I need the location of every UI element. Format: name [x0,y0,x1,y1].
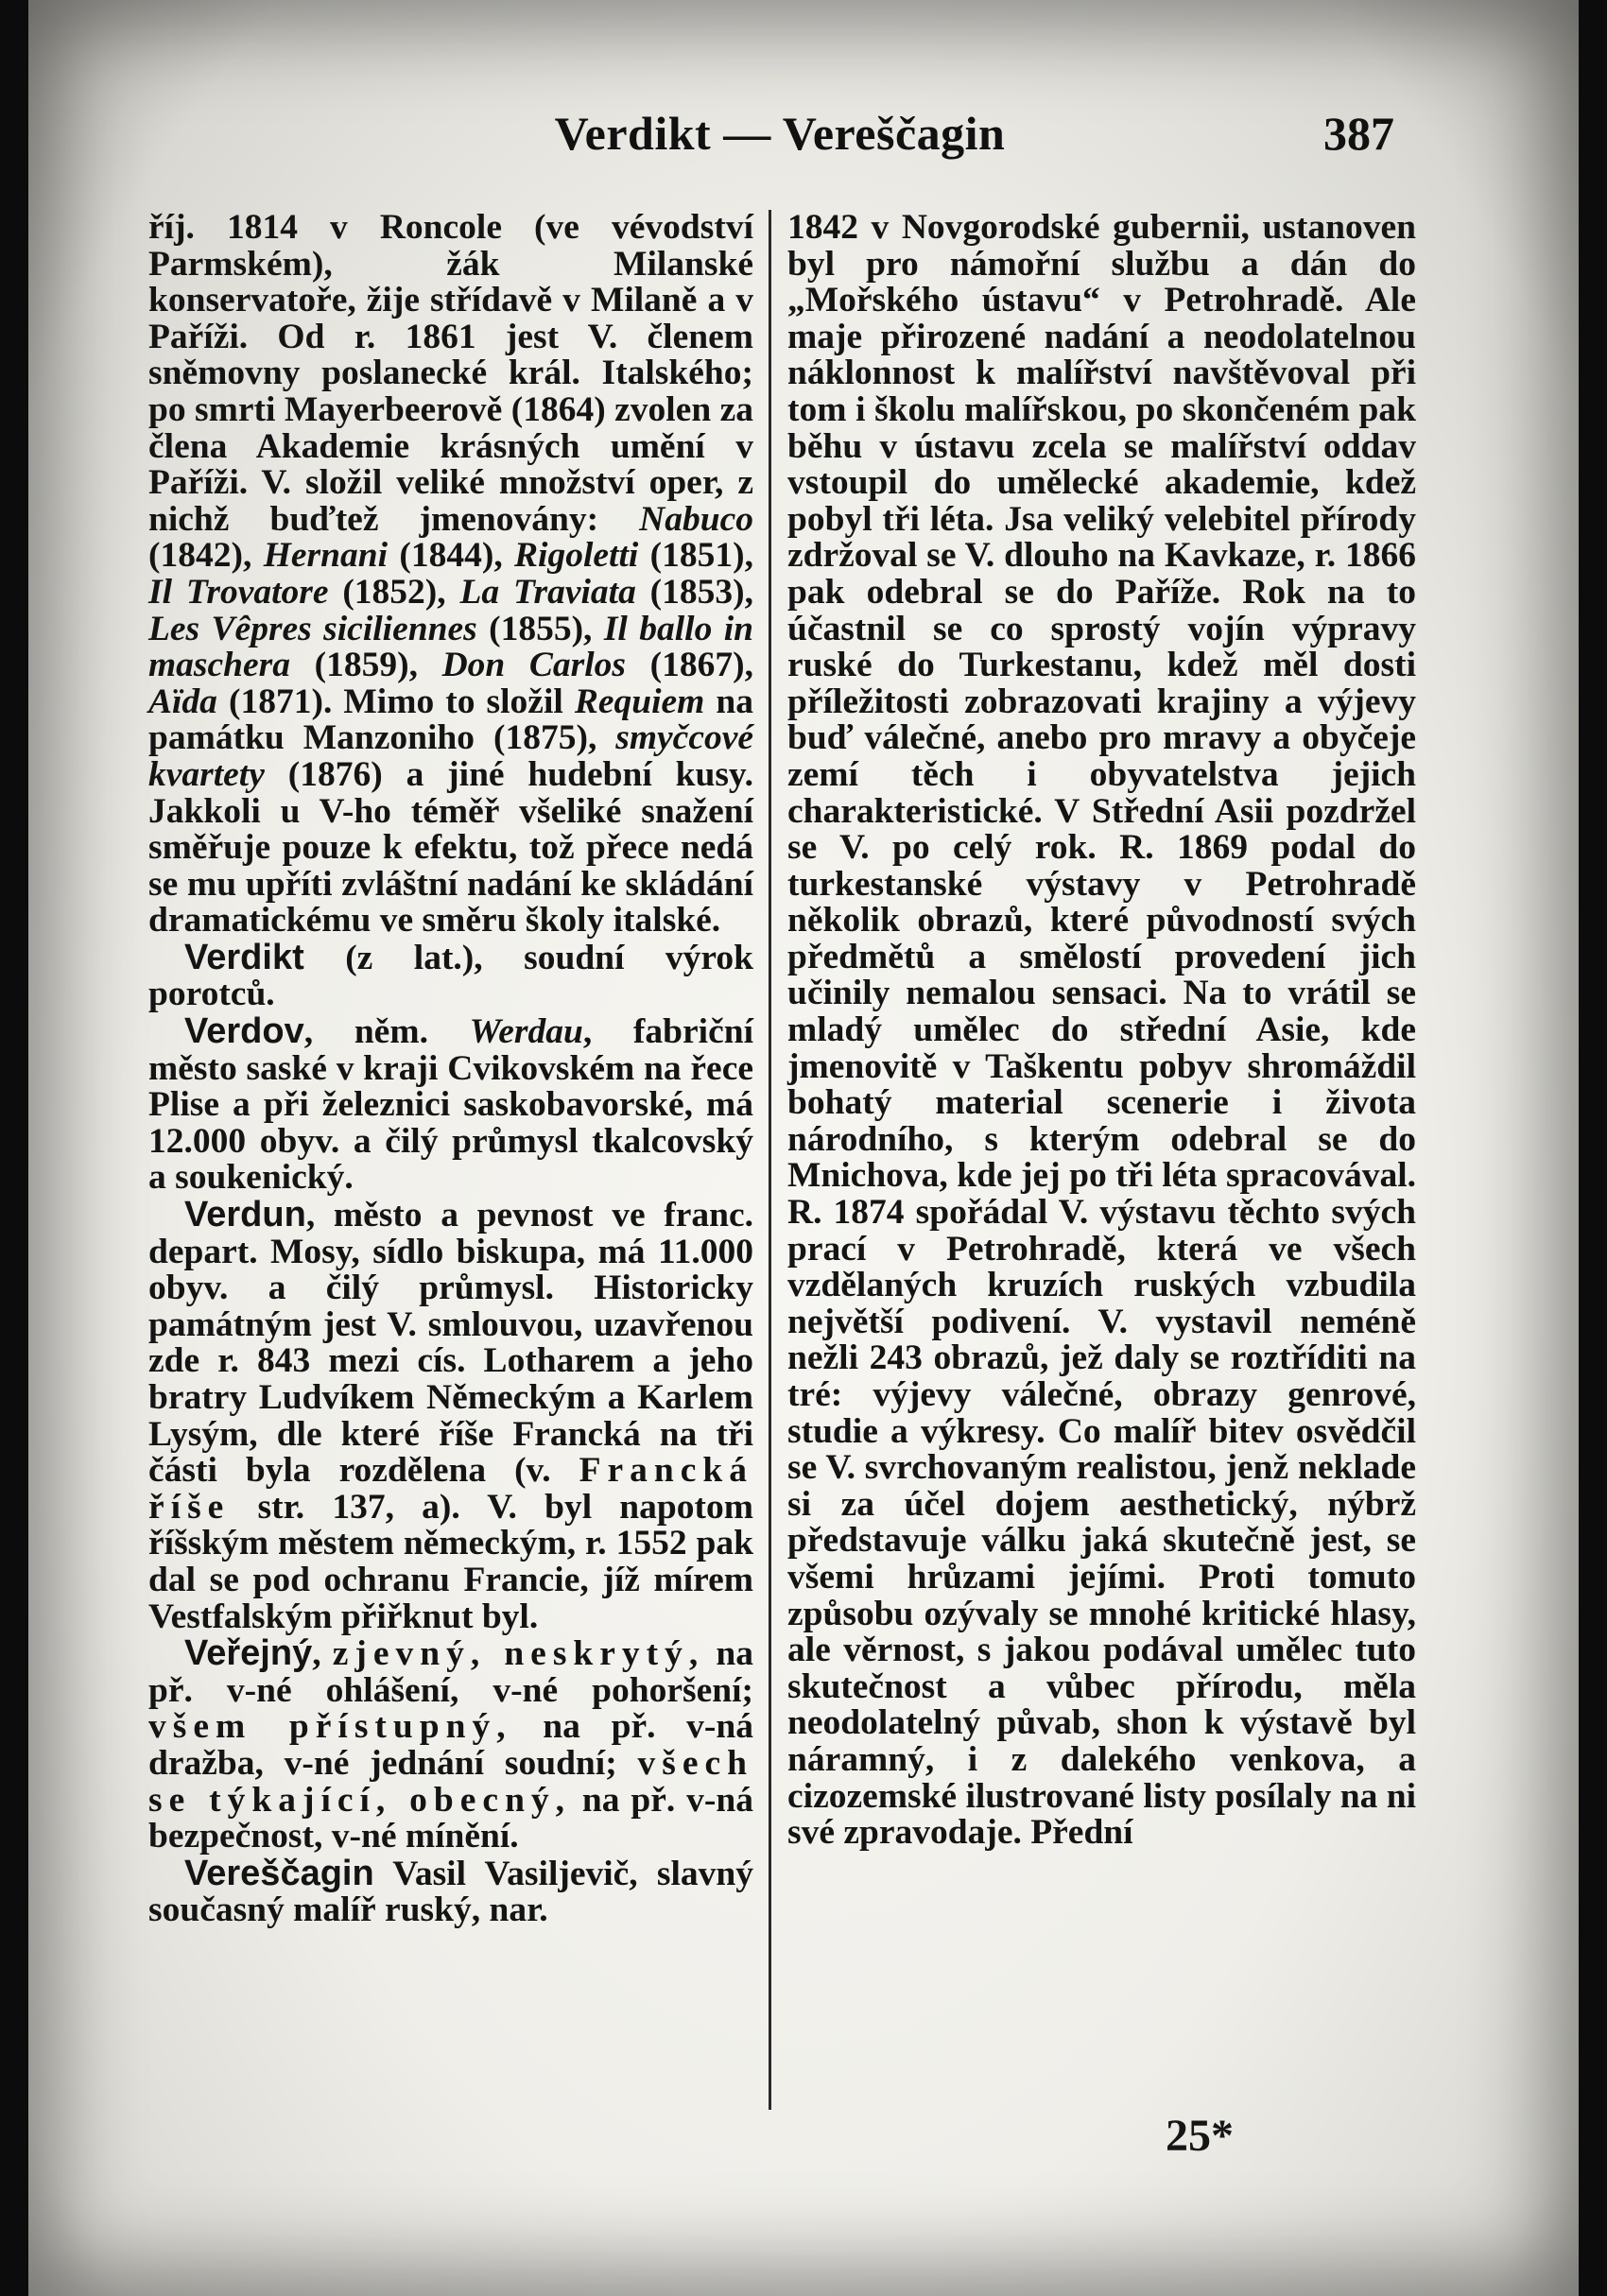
headword-verdikt: Verdikt [184,937,304,977]
verescagin-entry-continuation: 1842 v Novgorodské gubernii, ustanoven byl pro námořní službu a dán do „Mořského ústavu“ v Petrohradě. Ale maje přirozené nadání a neodolatelnou náklonnost k malířství navštěvoval při tom i školu malířskou, po skončeném pak běhu v ústavu zcela se malířství oddav vstoupil do umělecké akademie, kdež pobyl tři léta. Jsa veliký velebitel přírody zdržoval se V. dlouho na Kavkaze, r. 1866 pak odebral se do Paříže. Rok na to účastnil se co sprostý vojín výpravy ruské do Turkestanu, kdež měl dosti příležitosti zobrazovati krajiny a výjevy buď válečné, anebo pro mravy a obyčeje zemí těch i obyvatelstva jejich charakteristické. V Střední Asii pozdržel se V. po celý rok. R. 1869 podal do turkestanské výstavy v Petrohradě několik obrazů, které původností svých předmětů a smělostí provedení jich učinily nemalou sensaci. Na to vrátil se mladý umělec do střední Asie, kde jmenovitě v Taškentu pobyv shromáždil bohatý material scenerie i života národního, s kterým odebral se do Mnichova, kde jej po tři léta spracovával. R. 1874 spořádal V. výstavu těchto svých prací v Petrohradě, která ve všech vzdělaných kruzích ruských vzbudila největší podivení. V. vystavil neméně nežli 243 obrazů, jež daly se roztříditi na tré: výjevy válečné, obrazy genrové, studie a výkresy. Co malíř bitev osvědčil se V. svrchovaným realistou, jenž neklade si za účel dojem aesthetický, nýbrž představuje válku jaká skutečně jest, se všemi hrůzami jejími. Proti tomuto způsobu ozývaly se mnohé kritické hlasy, ale věrnost, s jakou podával umělec tuto skutečnost a vůbec přírodu, měla neodolatelný půvab, shon k výstavě byl náramný, i z dalekého venkova, a cizozemské ilustrované listy posílaly na ni své zpravodaje. Přední [787,208,1416,1853]
headword-verescagin: Vereščagin [184,1853,374,1893]
signature-mark: 25* [1166,2111,1234,2161]
entry-verdun: Verdun, město a pevnost ve franc. depart. Mosy, sídlo biskupa, má 11.000 obyv. a čilý průmysl. Historicky památným jest V. smlouvou, uzavřenou zde r. 843 mezi cís. Lotharem a jeho bratry Ludvíkem Německým a Karlem Lysým, dle které říše Francká na tři části byla rozdělena (v. Francká říše str. 137, a). V. byl napotom říšským městem německým, r. 1552 pak dal se pod ochranu Francie, jíž mírem Vestfalským přiřknut byl. [148,1195,753,1636]
page-number: 387 [1323,107,1394,160]
entry-verescagin: Vereščagin Vasil Vasiljevič, slavný současný malíř ruský, nar. [148,1853,753,1930]
right-column [787,210,1416,1852]
entry-verejny: Veřejný, zjevný, neskrytý, na př. v-né ohlášení, v-né pohoršení; všem přístupný, na př. v-ná dražba, v-né jednání soudní; všech se týkající, obecný, na př. v-ná bezpečnost, v-né mínění. [148,1633,753,1856]
column-divider [769,210,771,2110]
entry-verdov: Verdov, něm. Werdau, fabriční město saské v kraji Cvikovském na řece Plise a při železnici saskobavorské, má 12.000 obyv. a čilý průmysl tkalcovský a soukenický. [148,1011,753,1198]
headword-verejny: Veřejný [184,1633,313,1674]
page-header [28,106,1579,163]
headword-verdun: Verdun [184,1195,306,1235]
verdi-entry-continuation: říj. 1814 v Roncole (ve vévodství Parmském), žák Milanské konservatoře, žije střídavě v Milaně a v Paříži. Od r. 1861 jest V. členem sněmovny poslanecké král. Italského; po smrti Mayerbeerově (1864) zvolen za člena Akademie krásných umění v Paříži. V. složil veliké množství oper, z nichž buďtež jmenovány: Nabuco (1842), Hernani (1844), Rigoletti (1851), Il Trovatore (1852), La Traviata (1853), Les Vêpres siciliennes (1855), Il ballo in maschera (1859), Don Carlos (1867), Aïda (1871). Mimo to složil Requiem na památku Manzoniho (1875), smyčcové kvartety (1876) a jiné hudební kusy. Jakkoli u V-ho téměř všeliké snažení směřuje pouze k efektu, tož přece nedá se mu upříti zvláštní nadání ke skládání dramatickému ve směru školy italské. [148,208,754,941]
book-page [28,0,1579,2296]
entry-verdikt: Verdikt (z lat.), soudní výrok porotců. [148,937,753,1014]
headword-verdov: Verdov [184,1011,304,1052]
running-title: Verdikt — Vereščagin [554,107,1006,160]
left-column [148,210,753,1929]
